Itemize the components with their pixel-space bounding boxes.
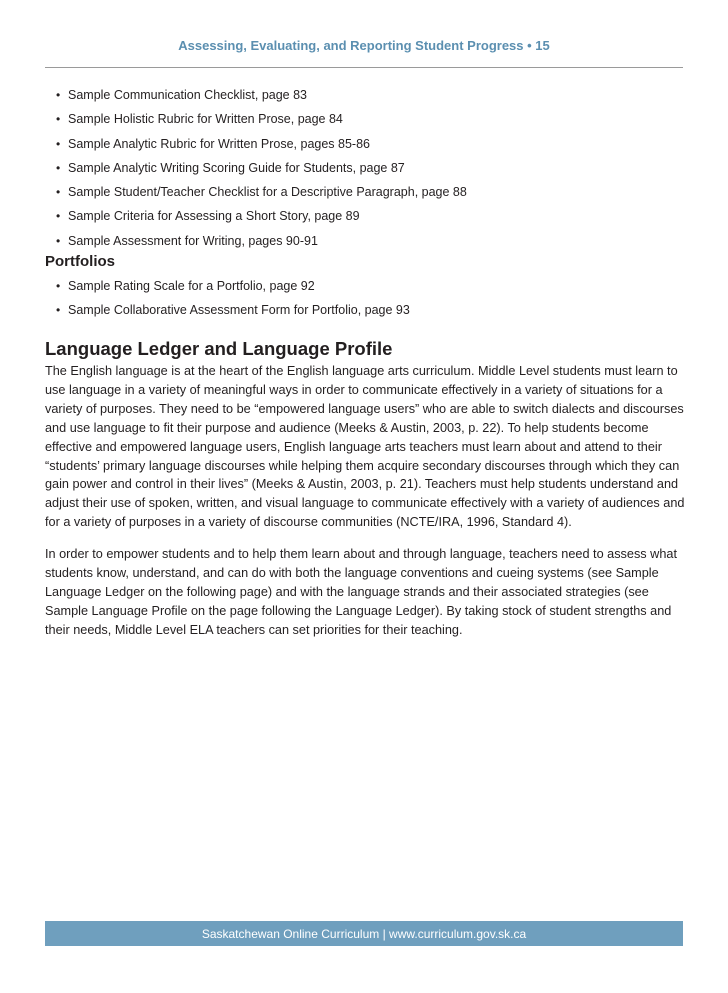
list-item: • Sample Assessment for Writing, pages 90-91 [45,229,685,253]
section-heading: Language Ledger and Language Profile [45,338,393,359]
bullet-icon: • [56,136,61,151]
body-paragraph: The English language is at the heart of the English language arts curriculum. Middle Level students must learn to use language in a variety of meaningful ways in order to communicate effectively in a variety of situations for a variety of purposes. They need to be “empowered language users” who are able to switch dialects and discourses and use language to fit their purpose and audience (Meeks & Austin, 2003, p. 22). To help students become effective and empowered language users, English language arts teachers must learn about and attend to their “students’ primary language discourses while helping them acquire secondary discourses through which they can gain power and control in their lives” (Meeks & Austin, 2003, p. 21). Teachers must help students understand and adjust their use of spoken, written, and visual language to communicate effectively with a variety of audiences and for a variety of purposes in a variety of discourse communities (NCTE/IRA, 1996, Standard 4). [45,364,685,530]
sample-list [45,83,685,253]
bullet-icon: • [56,303,61,318]
body-paragraph: In order to empower students and to help them learn about and through language, teachers need to assess what students know, understand, and can do with both the language conventions and cueing systems (see Sample Language Ledger on the following page) and with the language strands and their associated strategies (see Sample Language Profile on the page following the Language Ledger). By taking stock of student strengths and their needs, Middle Level ELA teachers can set priorities for their teaching. [45,547,677,637]
bullet-icon: • [56,209,61,224]
running-header: Assessing, Evaluating, and Reporting Student Progress • 15 [178,38,550,53]
list-item: • Sample Collaborative Assessment Form for Portfolio, page 93 [45,298,685,322]
list-item: • Sample Analytic Writing Scoring Guide for Students, page 87 [45,156,685,180]
list-item: • Sample Criteria for Assessing a Short Story, page 89 [45,204,685,228]
portfolios-list [45,274,685,323]
bullet-icon: • [56,88,61,102]
header-divider [45,67,683,68]
list-item: • Sample Rating Scale for a Portfolio, page 92 [45,274,685,298]
bullet-icon: • [56,160,61,175]
portfolios-heading: Portfolios [45,253,115,270]
list-item: • Sample Communication Checklist, page 83 [45,83,685,107]
bullet-icon: • [56,185,61,200]
list-item: • Sample Holistic Rubric for Written Prose, page 84 [45,107,685,131]
bullet-icon: • [56,112,61,127]
footer-text: Saskatchewan Online Curriculum | www.curriculum.gov.sk.ca [201,926,527,941]
bullet-icon: • [56,233,61,248]
list-item: • Sample Analytic Rubric for Written Prose, pages 85-86 [45,132,685,156]
bullet-icon: • [56,279,61,293]
footer-bar [45,921,683,946]
list-item: • Sample Student/Teacher Checklist for a Descriptive Paragraph, page 88 [45,180,685,204]
